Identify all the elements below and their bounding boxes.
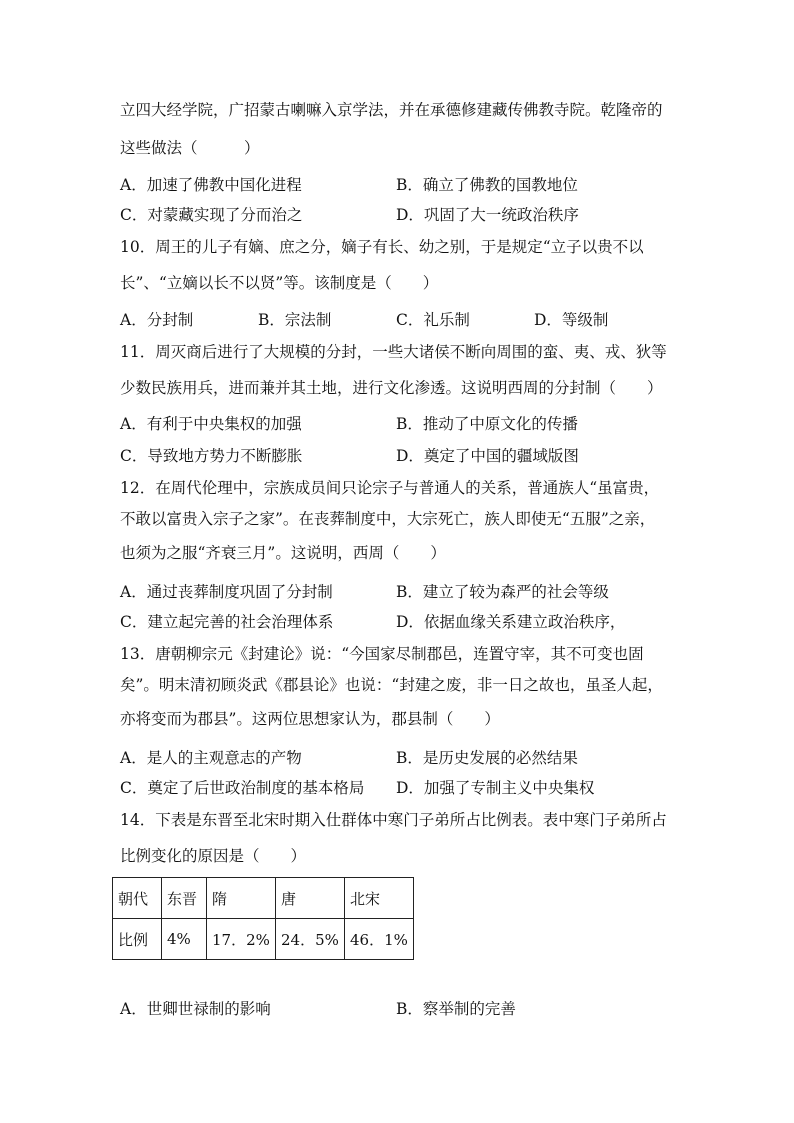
q14-stem-line-2: 比例变化的原因是（ ） bbox=[120, 847, 307, 865]
q9-stem-line-1: 立四大经学院，广招蒙古喇嘛入京学法，并在承德修建藏传佛教寺院。乾隆帝的 bbox=[120, 101, 663, 119]
q12-option-b: B．建立了较为森严的社会等级 bbox=[396, 583, 609, 601]
q13-stem-line-1: 13．唐朝柳宗元《封建论》说：“今国家尽制郡邑，连置守宰，其不可变也固 bbox=[120, 645, 644, 663]
q12-stem-line-2: 不敢以富贵入宗子之家”。在丧葬制度中，大宗死亡，族人即使无“五服”之亲， bbox=[120, 510, 656, 528]
q11-stem-line-1: 11．周灭商后进行了大规模的分封，一些大诸侯不断向周围的蛮、夷、戎、狄等 bbox=[120, 343, 667, 361]
q13-option-c: C．奠定了后世政治制度的基本格局 bbox=[120, 779, 365, 797]
table-row-header bbox=[113, 878, 414, 919]
q9-option-d: D．巩固了大一统政治秩序 bbox=[396, 206, 579, 224]
q9-option-b: B．确立了佛教的国教地位 bbox=[396, 176, 578, 194]
q10-stem-line-2: 长”、“立嫡以长不以贤”等。该制度是（ ） bbox=[120, 274, 439, 292]
q13-option-b: B．是历史发展的必然结果 bbox=[396, 749, 578, 767]
table-cell: 17．2% bbox=[207, 919, 276, 960]
table-row-data bbox=[113, 919, 414, 960]
q11-option-c: C．导致地方势力不断膨胀 bbox=[120, 447, 303, 465]
q14-option-b: B．察举制的完善 bbox=[396, 1000, 516, 1018]
q11-option-b: B．推动了中原文化的传播 bbox=[396, 415, 578, 433]
proportion-table bbox=[112, 877, 414, 960]
table-cell: 4% bbox=[162, 919, 207, 960]
q12-stem-line-3: 也须为之服“齐衰三月”。这说明，西周（ ） bbox=[120, 544, 446, 562]
q10-option-c: C．礼乐制 bbox=[396, 311, 470, 329]
q9-option-a: A．加速了佛教中国化进程 bbox=[120, 176, 302, 194]
table-cell: 46．1% bbox=[345, 919, 414, 960]
table-cell: 隋 bbox=[207, 878, 276, 919]
q10-option-b: B．宗法制 bbox=[258, 311, 332, 329]
q10-stem-line-1: 10．周王的儿子有嫡、庶之分，嫡子有长、幼之别，于是规定“立子以贵不以 bbox=[120, 238, 644, 256]
q11-stem-line-2: 少数民族用兵，进而兼并其土地，进行文化渗透。这说明西周的分封制（ ） bbox=[120, 379, 663, 397]
q11-option-a: A．有利于中央集权的加强 bbox=[120, 415, 302, 433]
q11-option-d: D．奠定了中国的疆域版图 bbox=[396, 447, 579, 465]
q12-option-d: D．依据血缘关系建立政治秩序， bbox=[396, 613, 626, 631]
table-cell: 北宋 bbox=[345, 878, 414, 919]
q13-option-d: D．加强了专制主义中央集权 bbox=[396, 779, 595, 797]
table-cell: 比例 bbox=[113, 919, 162, 960]
q12-option-a: A．通过丧葬制度巩固了分封制 bbox=[120, 583, 333, 601]
q13-stem-line-3: 亦将变而为郡县”。这两位思想家认为，郡县制（ ） bbox=[120, 710, 500, 728]
q10-option-a: A．分封制 bbox=[120, 311, 194, 329]
q9-stem-line-2: 这些做法（ ） bbox=[120, 139, 260, 157]
table-cell: 东晋 bbox=[162, 878, 207, 919]
q10-option-d: D．等级制 bbox=[534, 311, 609, 329]
table-cell: 唐 bbox=[276, 878, 345, 919]
table-cell: 朝代 bbox=[113, 878, 162, 919]
q14-stem-line-1: 14．下表是东晋至北宋时期入仕群体中寒门子弟所占比例表。表中寒门子弟所占 bbox=[120, 811, 667, 829]
q13-stem-line-2: 矣”。明末清初顾炎武《郡县论》也说：“封建之废，非一日之故也，虽圣人起， bbox=[120, 676, 663, 694]
q12-stem-line-1: 12．在周代伦理中，宗族成员间只论宗子与普通人的关系，普通族人“虽富贵， bbox=[120, 479, 660, 497]
table-cell: 24．5% bbox=[276, 919, 345, 960]
q13-option-a: A．是人的主观意志的产物 bbox=[120, 749, 302, 767]
q14-option-a: A．世卿世禄制的影响 bbox=[120, 1000, 271, 1018]
q12-option-c: C．建立起完善的社会治理体系 bbox=[120, 613, 334, 631]
q9-option-c: C．对蒙藏实现了分而治之 bbox=[120, 206, 303, 224]
